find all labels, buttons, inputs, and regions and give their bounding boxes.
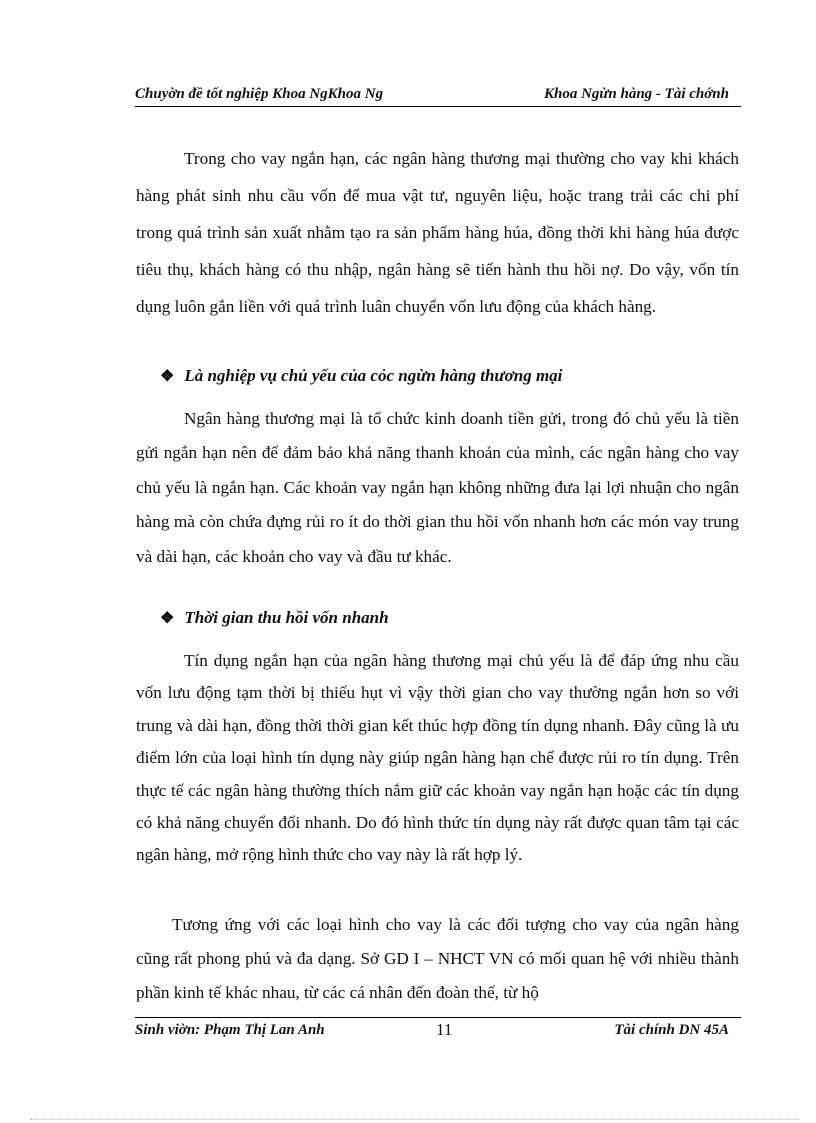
page-header [135, 84, 741, 107]
page-bottom-divider [30, 1119, 800, 1120]
diamond-bullet-icon: ❖ [160, 610, 175, 627]
paragraph-short-term-lending: Trong cho vay ngắn hạn, các ngân hàng thương mại thường cho vay khi khách hàng phát sinh nhu cầu vốn để mua vật tư, nguyên liệu, hoặc trang trải các chi phí trong quá trình sản xuất nhằm tạo ra sản phẩm hàng húa, đồng thời khi hàng húa được tiêu thụ, khách hàng có thu nhập, ngân hàng sẽ tiến hành thu hồi nợ. Do vậy, vốn tín dụng luôn gắn liền với quá trình luân chuyển vốn lưu động của khách hàng. [136, 149, 739, 316]
heading-text: Là nghiệp vụ chủ yếu của cỏc ngừn hàng thương mại [184, 366, 563, 385]
heading-text: Thời gian thu hồi vốn nhanh [184, 608, 389, 627]
footer-student-name: Sinh viờn: Phạm Thị Lan Anh [135, 1022, 325, 1038]
diamond-bullet-icon: ❖ [160, 368, 175, 385]
paragraph-lending-subjects: Tương ứng với các loại hình cho vay là các đối tượng cho vay của ngân hàng cũng rất phong phú và đa dạng. Sở GD I – NHCT VN có mối quan hệ với nhiều thành phần kinh tế khác nhau, từ các cá nhân đến đoàn thể, từ hộ [136, 915, 739, 1002]
page-number: 11 [436, 1020, 453, 1039]
page-footer [135, 1017, 741, 1044]
footer-class: Tài chính DN 45A [614, 1022, 729, 1038]
section-heading-fast-recovery [160, 606, 389, 630]
header-faculty: Khoa Ngừn hàng - Tài chớnh [543, 86, 729, 102]
paragraph-commercial-bank: Ngân hàng thương mại là tổ chức kinh doanh tiền gửi, trong đó chủ yếu là tiền gửi ngắn hạn nên để đảm bảo khả năng thanh khoản của mình, các ngân hàng cho vay chủ yếu là ngắn hạn. Các khoản vay ngắn hạn không những đưa lại lợi nhuận cho ngân hàng mà còn chứa đựng rủi ro ít do thời gian thu hồi vốn nhanh hơn các món vay trung và dài hạn, các khoản cho vay và đầu tư khác. [136, 409, 739, 566]
header-thesis-title: Chuyờn đề tốt nghiệp Khoa NgKhoa Ng [135, 86, 384, 102]
section-heading-main-business [160, 364, 562, 388]
paragraph-short-term-credit: Tín dụng ngắn hạn của ngân hàng thương mại chủ yếu là để đáp ứng nhu cầu vốn lưu động tạm thời bị thiếu hụt vì vậy thời gian cho vay thường ngắn hơn so với trung và dài hạn, đồng thời thời gian kết thúc hợp đồng tín dụng nhanh. Đây cũng là ưu điểm lớn của loại hình tín dụng này giúp ngân hàng hạn chế được rủi ro tín dụng. Trên thực tế các ngân hàng thường thích nắm giữ các khoản vay ngắn hạn hoặc các tín dụng có khả năng chuyển đổi nhanh. Do đó hình thức tín dụng này rất được quan tâm tại các ngân hàng, mở rộng hình thức cho vay này là rất hợp lý. [136, 651, 739, 865]
